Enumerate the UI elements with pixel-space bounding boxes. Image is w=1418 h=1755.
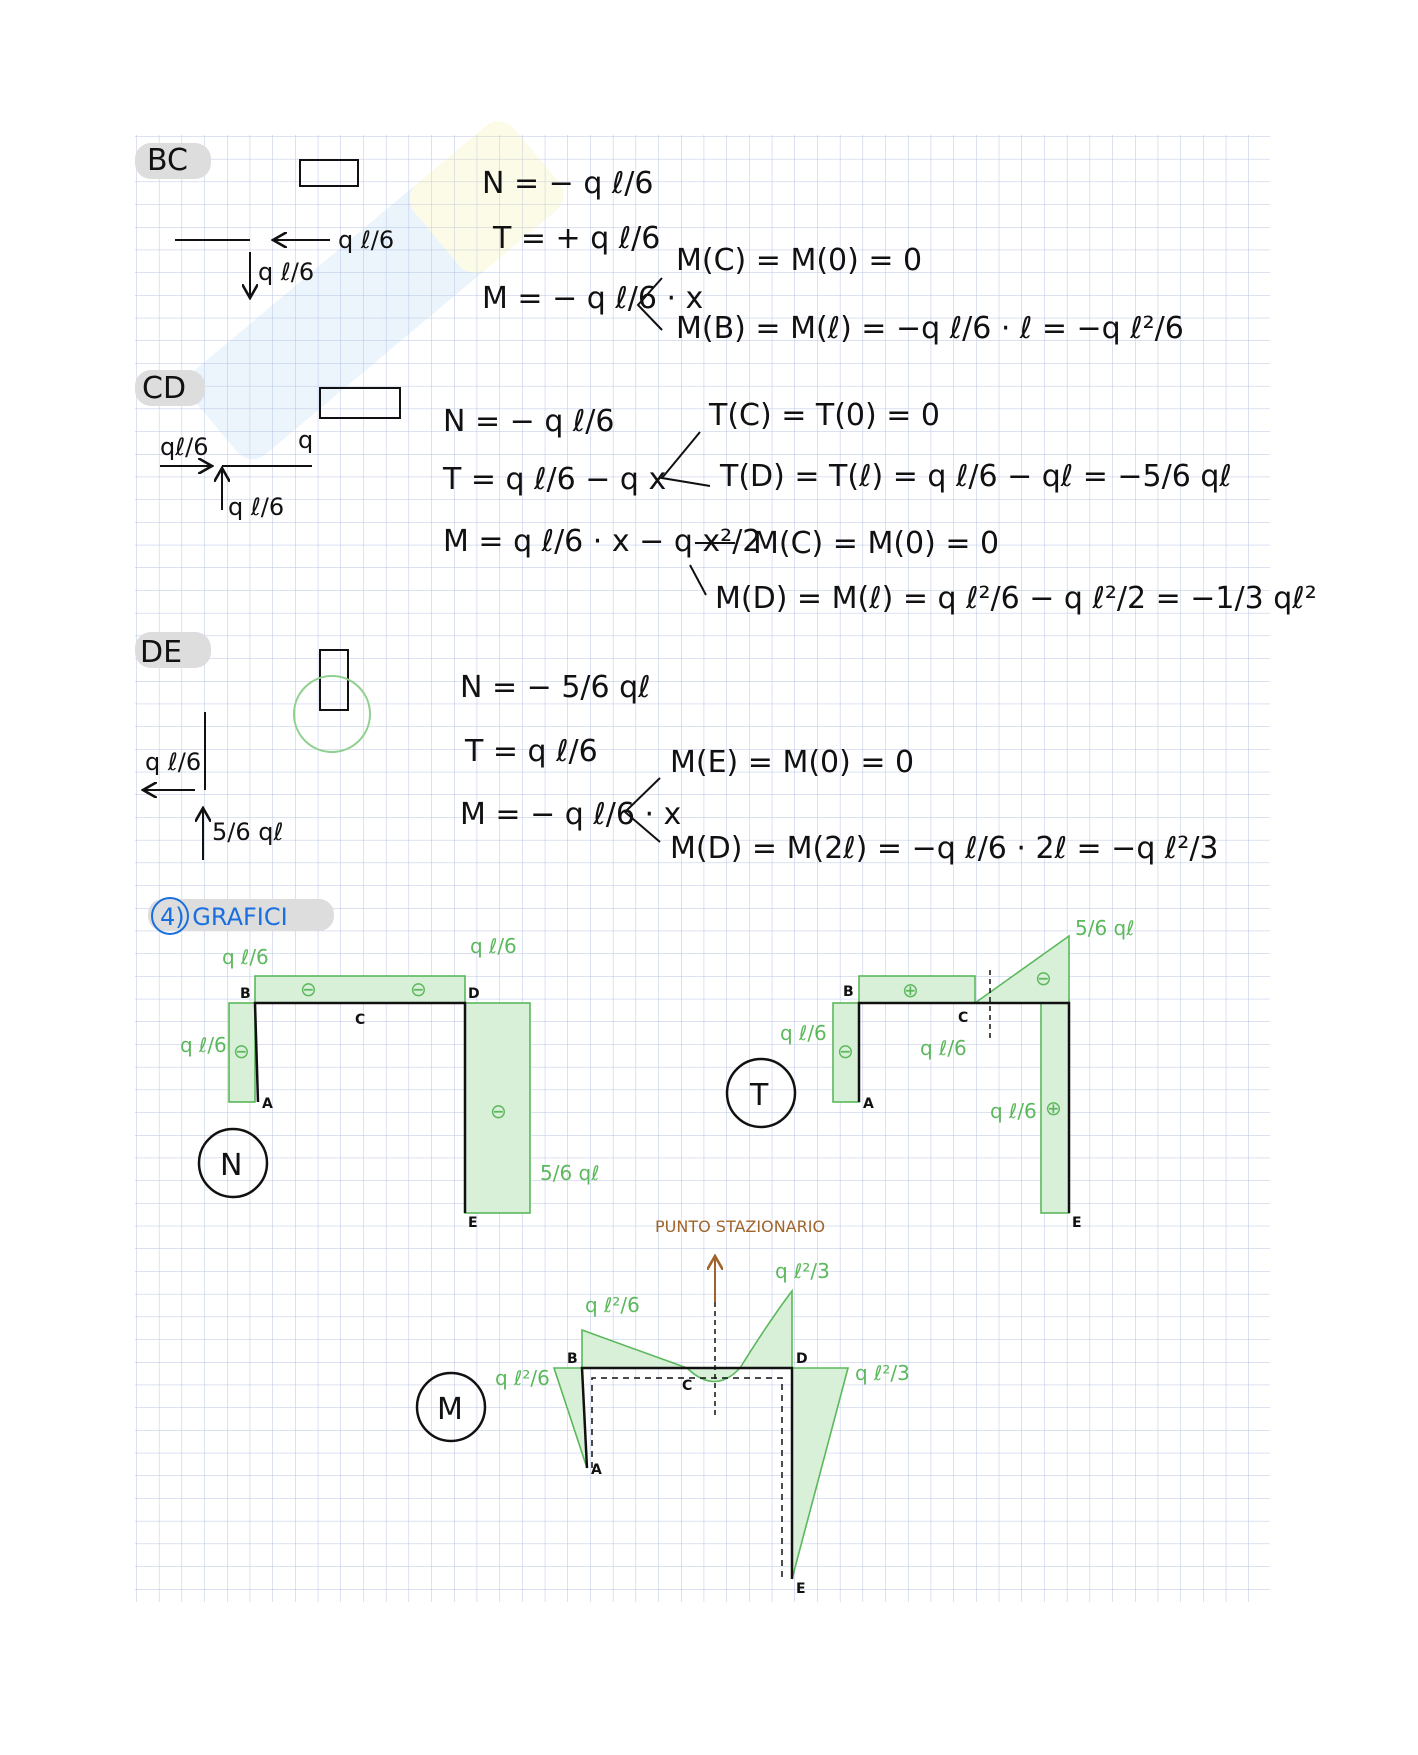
equation-m-e: M(E) = M(0) = 0 bbox=[670, 745, 915, 780]
node-b: B bbox=[567, 1351, 578, 1367]
equation-m-b: M(B) = M(ℓ) = −q ℓ/6 · ℓ = −q ℓ²/6 bbox=[676, 311, 1184, 346]
value-label: q ℓ²/6 bbox=[585, 1293, 640, 1317]
value-label: q ℓ/6 bbox=[470, 934, 517, 958]
force-label: 5/6 qℓ bbox=[212, 818, 284, 846]
node-a: A bbox=[591, 1462, 602, 1478]
sign: ⊖ bbox=[1035, 966, 1052, 990]
equation-t-d: T(D) = T(ℓ) = q ℓ/6 − qℓ = −5/6 qℓ bbox=[720, 459, 1232, 494]
node-c: C bbox=[682, 1378, 693, 1394]
equation-m-c: M(C) = M(0) = 0 bbox=[676, 243, 923, 278]
equation-m-d: M(D) = M(ℓ) = q ℓ²/6 − q ℓ²/2 = −1/3 qℓ² bbox=[715, 581, 1317, 616]
section-label-de: DE bbox=[140, 635, 183, 670]
equation-m-d: M(D) = M(2ℓ) = −q ℓ/6 · 2ℓ = −q ℓ²/3 bbox=[670, 831, 1219, 866]
sign: ⊕ bbox=[1045, 1096, 1062, 1120]
value-label: q ℓ²/3 bbox=[775, 1259, 830, 1283]
equation-n: N = − 5/6 qℓ bbox=[460, 670, 651, 705]
value-label: 5/6 qℓ bbox=[1075, 916, 1135, 940]
force-label: q ℓ/6 bbox=[228, 493, 285, 521]
sign: ⊖ bbox=[490, 1099, 507, 1123]
value-label: q ℓ²/6 bbox=[495, 1366, 550, 1390]
equation-t: T = + q ℓ/6 bbox=[493, 221, 661, 256]
equation-n: N = − q ℓ/6 bbox=[482, 166, 654, 201]
equation-t-c: T(C) = T(0) = 0 bbox=[709, 398, 941, 433]
force-label: q ℓ/6 bbox=[338, 226, 395, 254]
node-c: C bbox=[355, 1012, 366, 1028]
node-a: A bbox=[262, 1096, 273, 1112]
value-label: q ℓ/6 bbox=[222, 945, 269, 969]
equation-m-c: M(C) = M(0) = 0 bbox=[753, 526, 1000, 561]
node-d: D bbox=[796, 1351, 808, 1367]
sign: ⊖ bbox=[837, 1039, 854, 1063]
sign: ⊖ bbox=[410, 977, 427, 1001]
equation-n: N = − q ℓ/6 bbox=[443, 404, 615, 439]
sign: ⊖ bbox=[233, 1039, 250, 1063]
diagram-symbol-n: N bbox=[220, 1148, 243, 1183]
graphs-heading-text: 4) GRAFICI bbox=[160, 903, 288, 931]
diagram-symbol-m: M bbox=[437, 1392, 463, 1427]
node-a: A bbox=[863, 1096, 874, 1112]
equation-t: T = q ℓ/6 − q x bbox=[443, 462, 667, 497]
section-label-bc: BC bbox=[147, 143, 189, 178]
node-b: B bbox=[843, 984, 854, 1000]
force-label: q ℓ/6 bbox=[258, 258, 315, 286]
stationary-point-annotation: PUNTO STAZIONARIO bbox=[655, 1217, 826, 1236]
value-label: 5/6 qℓ bbox=[540, 1161, 600, 1185]
sign: ⊖ bbox=[300, 977, 317, 1001]
value-label: q ℓ/6 bbox=[990, 1099, 1037, 1123]
value-label: q ℓ/6 bbox=[780, 1021, 827, 1045]
value-label: q ℓ/6 bbox=[180, 1033, 227, 1057]
value-label: q ℓ/6 bbox=[920, 1036, 967, 1060]
node-e: E bbox=[1072, 1215, 1082, 1231]
diagram-symbol-t: T bbox=[750, 1078, 769, 1113]
node-d: D bbox=[468, 986, 480, 1002]
force-label: qℓ/6 bbox=[160, 433, 209, 461]
equation-m: M = − q ℓ/6 · x bbox=[460, 797, 682, 832]
equation-m: M = − q ℓ/6 · x bbox=[482, 281, 704, 316]
node-c: C bbox=[958, 1010, 969, 1026]
node-b: B bbox=[240, 986, 251, 1002]
equation-m: M = q ℓ/6 · x − q x²/2 bbox=[443, 524, 762, 559]
sign: ⊕ bbox=[902, 978, 919, 1002]
graphs-heading bbox=[148, 898, 334, 934]
force-label: q ℓ/6 bbox=[145, 748, 202, 776]
value-label: q ℓ²/3 bbox=[855, 1361, 910, 1385]
node-e: E bbox=[796, 1581, 806, 1597]
load-label: q bbox=[298, 426, 314, 454]
section-label-cd: CD bbox=[142, 371, 187, 406]
node-e: E bbox=[468, 1215, 478, 1231]
equation-t: T = q ℓ/6 bbox=[465, 734, 598, 769]
